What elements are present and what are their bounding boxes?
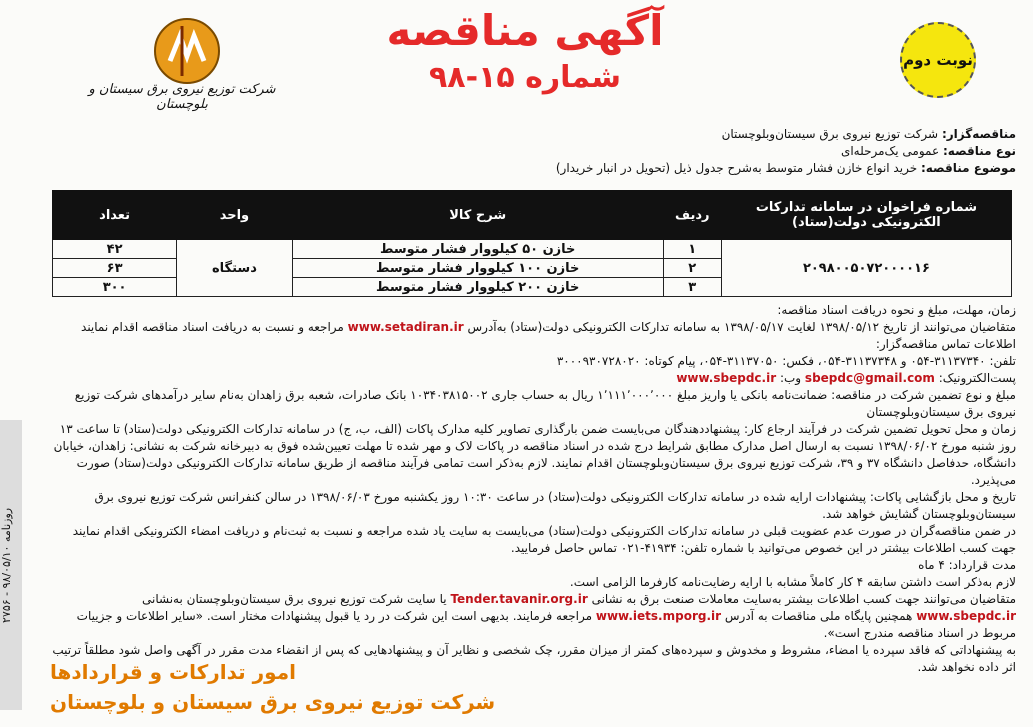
header-description: شرح کالا — [292, 191, 663, 240]
row-number: ۲ — [663, 259, 721, 278]
delivery-paragraph: زمان و محل تحویل تضمین شرکت در فرآیند ارجاع کار: پیشنهاددهندگان می‌بایست ضمن بارگذاری تصاویر کلیه مدارک پاکات (الف، ب، ج) در سامانه تدارکات الکترونیکی دولت(ستاد) تا ساعت ۱۳ روز شنبه مورخ ۱۳۹۸/۰۶/۰۲ نسبت به ارسال اصل مدارک مطابق شرایط درج شده در اسناد مناقصه در پاکات لاک و مهر شده تا مهلت تعیین‌شده فوق به دبیرخانه شرکت به نشانی: زاهدان، خیابان دانشگاه، حدفاصل دانشگاه ۳۷ و ۳۹، شرکت توزیع نیروی برق سیستان‌وبلوچستان اقدام نمایند. لازم به‌ذکر است تمامی فرآیند مناقصه از طریق سامانه تدارکات الکترونیکی دولت(ستاد) صورت می‌پذیرد. — [53, 422, 1016, 487]
round-badge: نوبت دوم — [900, 22, 976, 98]
contact-phones: تلفن: ۳۱۱۳۷۳۴۰-۰۵۴ و ۳۱۱۳۷۳۴۸-۰۵۴، فکس: ۳۱۱۳۷۰۵۰-۰۵۴، پیام کوتاه: ۳۰۰۰۹۳۰۷۲۸۰۲۰ — [556, 354, 1016, 368]
iets-link[interactable]: www.iets.mporg.ir — [595, 609, 722, 623]
company-logo — [62, 8, 302, 120]
header-call-number: شماره فراخوان در سامانه تدارکات الکترونیکی دولت(ستاد) — [721, 191, 1011, 240]
registration-paragraph: در ضمن مناقصه‌گران در صورت عدم عضویت قبلی در سامانه تدارکات الکترونیکی دولت(ستاد) می‌بایست به سایت یاد شده مراجعه و نسبت به ثبت‌نام و دریافت امضاء الکترونیکی اقدام نمایند جهت کسب اطلاعات بیشتر در این خصوص می‌توانید با شماره تلفن: ۴۱۹۳۴-۰۲۱ تماس حاصل فرمایید. — [72, 524, 1016, 555]
item-unit: دستگاه — [177, 240, 292, 297]
setadiran-link[interactable]: www.setadiran.ir — [347, 320, 464, 334]
website-link[interactable]: www.sbepdc.ir — [676, 371, 777, 385]
info-line-tenderer: مناقصه‌گزار: شرکت توزیع نیروی برق سیستان‌وبلوچستان — [721, 127, 1016, 141]
item-description: خازن ۱۰۰ کیلووار فشار متوسط — [292, 259, 663, 278]
tavanir-link[interactable]: Tender.tavanir.org.ir — [450, 592, 588, 606]
logo-caption: شرکت توزیع نیروی برق سیستان و بلوچستان — [88, 82, 276, 112]
rejection-paragraph: به پیشنهاداتی که فاقد سپرده یا امضاء، مشروط و مخدوش و سپرده‌های کمتر از میزان مقرر، چک شخصی و نظایر آن و پیشنهادهایی که پس از انقضاء مدت مقرر در آگهی واصل شود مطلقاً ترتیب اثر داده نخواهد شد. — [52, 643, 1016, 674]
table-row — [53, 240, 1012, 259]
item-quantity: ۳۰۰ — [53, 278, 177, 297]
footer-department: امور تدارکات و قراردادها — [50, 660, 296, 684]
header-quantity: تعداد — [53, 191, 177, 240]
ad-title: آگهی مناقصه — [386, 6, 664, 55]
sbepdc-link[interactable]: www.sbepdc.ir — [916, 609, 1016, 623]
row-number: ۳ — [663, 278, 721, 297]
header-unit: واحد — [177, 191, 292, 240]
guarantee-paragraph: مبلغ و نوع تضمین شرکت در مناقصه: ضمانت‌نامه بانکی یا واریز مبلغ ۱٬۱۱۱٬۰۰۰٬۰۰۰ ریال به حساب جاری ۱۰۳۴۰۳۸۱۵۰۰۲ بانک صادرات، شعبه برق زاهدان به‌نام سایر درآمدهای شرکت توزیع نیروی برق سیستان‌وبلوچستان — [74, 388, 1016, 419]
tender-info — [46, 126, 1016, 177]
contract-duration: مدت قرارداد: ۴ ماه — [918, 558, 1016, 572]
contact-heading: اطلاعات تماس مناقصه‌گزار: — [875, 337, 1016, 351]
tender-details — [46, 302, 1016, 676]
opening-paragraph: تاریخ و محل بازگشایی پاکات: پیشنهادات ارایه شده در سامانه تدارکات الکترونیکی دولت(ستاد) در ساعت ۱۰:۳۰ روز یکشنبه مورخ ۱۳۹۸/۰۶/۰۳ در سالن کنفرانس شرکت توزیع نیروی برق سیستان‌وبلوچستان گشایش خواهد شد. — [94, 490, 1016, 521]
item-quantity: ۴۲ — [53, 240, 177, 259]
header-row: ردیف — [663, 191, 721, 240]
footer-company: شرکت توزیع نیروی برق سیستان و بلوچستان — [50, 690, 496, 714]
contact-web: پست‌الکترونیک: sbepdc@gmail.com وب: www.sbepdc.ir — [676, 371, 1016, 385]
call-number: ۲۰۹۸۰۰۵۰۷۲۰۰۰۰۱۶ — [721, 240, 1011, 297]
company-logo-icon — [152, 16, 222, 86]
newspaper-side-label: روزنامه ۹۸/۰۵/۱۰ - ۲۷۵۶ — [0, 420, 22, 710]
email-link[interactable]: sbepdc@gmail.com — [804, 371, 935, 385]
items-table — [52, 190, 1012, 297]
ad-number: شماره ۱۵-۹۸ — [428, 60, 621, 95]
item-quantity: ۶۳ — [53, 259, 177, 278]
info-line-subject: موضوع مناقصه: خرید انواع خازن فشار متوسط به‌شرح جدول ذیل (تحویل در انبار خریدار) — [555, 161, 1016, 175]
more-info-paragraph: متقاضیان می‌توانند جهت کسب اطلاعات بیشتر به‌سایت معاملات صنعت برق به نشانی Tender.tavanir.org.ir یا سایت شرکت توزیع نیروی برق سیستان‌وبلوچستان به‌نشانی www.sbepdc.ir همچنین پایگاه ملی مناقصات به آدرس www.iets.mporg.ir مراجعه فرمایند. بدیهی است این شرکت در رد یا قبول پیشنهادات مختار است. «سایر اطلاعات و جزییات مربوط در اسناد مناقصه مندرج است». — [76, 592, 1016, 640]
row-number: ۱ — [663, 240, 721, 259]
experience-paragraph: لازم به‌ذکر است داشتن سابقه ۴ کار کاملاً مشابه با ارایه رضایت‌نامه کارفرما الزامی است. — [569, 575, 1016, 589]
docs-heading: زمان، مهلت، مبلغ و نحوه دریافت اسناد مناقصه: — [777, 303, 1016, 317]
item-description: خازن ۲۰۰ کیلووار فشار متوسط — [292, 278, 663, 297]
info-line-type: نوع مناقصه: عمومی یک‌مرحله‌ای — [840, 144, 1016, 158]
item-description: خازن ۵۰ کیلووار فشار متوسط — [292, 240, 663, 259]
docs-paragraph: متقاضیان می‌توانند از تاریخ ۱۳۹۸/۰۵/۱۲ لغایت ۱۳۹۸/۰۵/۱۷ به سامانه تدارکات الکترونیکی دولت(ستاد) به‌آدرس www.setadiran.ir مراجعه و نسبت به دریافت اسناد مناقصه اقدام نمایند — [81, 320, 1016, 334]
